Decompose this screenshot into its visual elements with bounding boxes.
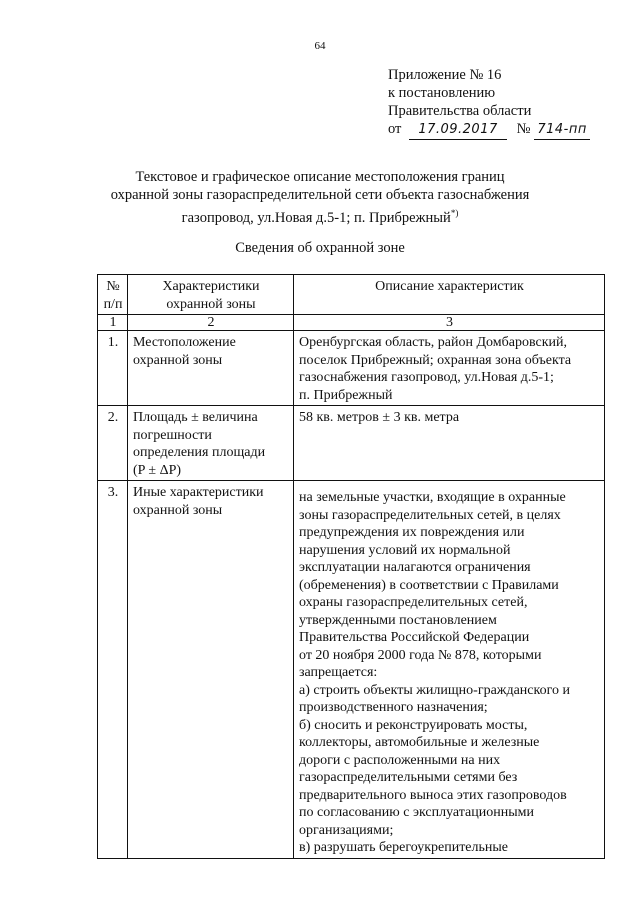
table-row [98,331,605,406]
title-line-1: Текстовое и графическое описание местоположения границ [135,169,505,185]
header-num-line-2: п/п [103,296,123,312]
table-row [98,406,605,481]
row-characteristic [128,481,294,859]
cell-line: Правительства Российской Федерации [299,630,530,645]
cell-line: б) сносить и реконструировать мосты, [299,717,528,733]
cell-line: (P ± ΔP) [133,462,182,478]
cell-line: нарушения условий их нормальной [299,542,511,558]
appendix-line-3: Правительства области [388,103,532,119]
cell-line: утвержденными постановлением [299,612,497,628]
handwritten-date: 17.09.2017 [409,121,507,140]
column-number-row [98,315,605,331]
header-description: Описание характеристик [294,275,605,315]
cell-line: запрещается: [299,665,378,680]
cell-line: п. Прибрежный [299,387,393,403]
handwritten-number: 714-пп [534,121,590,140]
col-number-1: 1 [98,315,128,331]
header-num-line-1: № [106,279,120,294]
header-char-line-1: Характеристики [162,279,260,294]
cell-line: коллекторы, автомобильные и железные [299,735,540,750]
header-char-line-2: охранной зоны [166,296,256,312]
cell-line: зоны газораспределительных сетей, в целях [299,507,561,523]
cell-line: организациями; [299,822,394,838]
appendix-block [388,66,590,140]
cell-line: дороги с расположенными на них [299,752,501,768]
row-characteristic [128,406,294,481]
document-title [90,168,550,227]
col-number-3: 3 [294,315,605,331]
row-number: 1. [98,331,128,406]
cell-line: Площадь ± величина [133,410,258,425]
number-label: № [516,121,531,137]
appendix-line-2: к постановлению [388,85,496,101]
cell-line: (обременения) в соответствии с Правилами [299,577,559,593]
cell-line: Местоположение [133,335,236,350]
cell-line: газораспределительными сетями без [299,770,518,785]
cell-line: 58 кв. метров ± 3 кв. метра [299,410,460,425]
row-number: 2. [98,406,128,481]
row-description [294,481,605,859]
row-description [294,331,605,406]
title-line-3: газопровод, ул.Новая д.5-1; п. Прибрежный [181,209,451,226]
cell-line: охранной зоны [133,352,223,368]
appendix-date-line [388,120,590,140]
cell-line: Оренбургская область, район Домбаровский, [299,335,568,350]
header-num [98,275,128,315]
cell-line: определения площади [133,445,266,460]
table-row [98,481,605,859]
from-label: от [388,121,402,137]
cell-line: газоснабжения газопровод, ул.Новая д.5-1; [299,370,554,385]
row-characteristic [128,331,294,406]
cell-line: от 20 ноября 2000 года № 878, которыми [299,647,542,663]
cell-line: по согласованию с эксплуатационными [299,805,534,820]
cell-line: погрешности [133,427,212,443]
cell-line: производственного назначения; [299,700,488,715]
footnote-mark: *) [450,208,459,218]
cell-line: а) строить объекты жилищно-гражданского и [299,682,570,698]
table-header-row [98,275,605,315]
cell-line: на земельные участки, входящие в охранные [299,490,566,505]
cell-line: Иные характеристики [133,485,264,500]
cell-line: эксплуатации налагаются ограничения [299,560,531,575]
appendix-line-1: Приложение № 16 [388,67,502,83]
cell-line: предупреждения их повреждения или [299,525,525,540]
title-line-2: охранной зоны газораспределительной сети объекта газоснабжения [110,187,530,203]
cell-line: охраны газораспределительных сетей, [299,595,528,610]
page-number: 64 [314,40,326,52]
zone-info-table [97,274,605,859]
cell-line: охранной зоны [133,502,223,518]
row-description [294,406,605,481]
cell-line: предварительного выноса этих газопроводов [299,787,567,803]
section-heading: Сведения об охранной зоне [235,240,405,256]
header-characteristics [128,275,294,315]
cell-line: поселок Прибрежный; охранная зона объекта [299,352,572,368]
row-number: 3. [98,481,128,859]
cell-line: в) разрушать берегоукрепительные [299,840,509,855]
col-number-2: 2 [128,315,294,331]
